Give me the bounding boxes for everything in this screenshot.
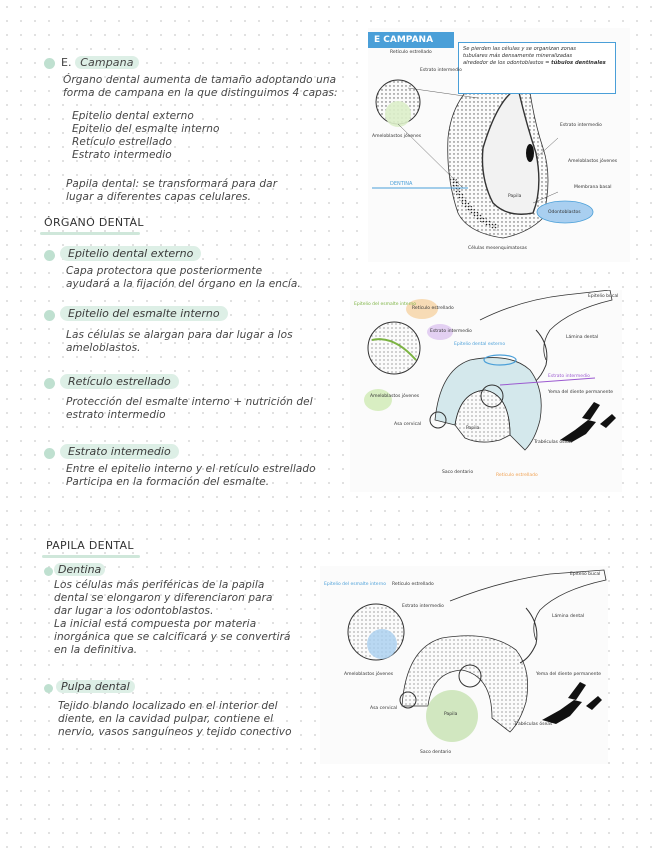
organo-title-underline xyxy=(40,232,140,235)
fig1-label-estrato2: Estrato intermedio xyxy=(560,123,602,128)
fig1-label-ameloblastos: Ameloblastos jóvenes xyxy=(372,134,422,139)
organo-item-bullet-icon xyxy=(44,250,55,261)
fig2-label-yema: Yema del diente permanente xyxy=(548,390,614,395)
organo-item-line: Participa en la formación del esmalte. xyxy=(66,476,270,488)
papila-item-line: en la definitiva. xyxy=(54,644,138,656)
organo-item-line: Capa protectora que posteriormente xyxy=(66,265,263,277)
fig3-label-trabeculas: Trabéculas óseas xyxy=(514,722,553,727)
papila-item-bullet-icon xyxy=(44,567,53,576)
fig3-label-reticulo: Retículo estrellado xyxy=(392,582,434,587)
organo-item-text xyxy=(66,396,313,422)
papila-item-line: Tejido blando localizado en el interior del xyxy=(58,700,278,712)
fig2-label-epitelio-interno: Epitelio del esmalte interno xyxy=(354,302,416,307)
organo-item-text xyxy=(66,329,293,355)
campana-banner xyxy=(368,32,454,48)
fig2-label-asa: Asa cervical xyxy=(394,422,422,427)
papila-item-text xyxy=(54,579,291,657)
fig3-label-epitelio-interno: Epitelio del esmalte interno xyxy=(324,582,386,587)
campana-banner-text: E CAMPANA xyxy=(374,35,434,45)
fig2-label-epitelio-bucal: Epitelio bucal xyxy=(588,294,619,299)
campana-note-line: tubulares más densamente mineralizadas xyxy=(463,53,573,59)
campana-note-box xyxy=(458,42,616,94)
papila-item-bullet-icon xyxy=(44,684,53,693)
campana-layer-item: Estrato intermedio xyxy=(72,149,172,161)
fig3-label-ameloblastos: Ameloblastos jóvenes xyxy=(344,672,394,677)
fig2-label-trabeculas: Trabéculas óseas xyxy=(534,440,573,445)
papila-item-line: Los células más periféricas de la papila xyxy=(54,579,265,591)
organo-item-label: Estrato intermedio xyxy=(60,444,179,459)
fig1-label-papila: Papila xyxy=(508,194,522,199)
organo-item-label: Epitelio dental externo xyxy=(60,246,201,261)
campana-note-line-text: alrededor de los odontoblastos xyxy=(463,60,544,66)
campana-bullet-icon xyxy=(44,58,55,69)
papila-title: PAPILA DENTAL xyxy=(46,539,134,552)
organo-item-line: estrato intermedio xyxy=(66,409,166,421)
campana-note-line: Se pierden las células y se organizan zonas xyxy=(463,46,577,52)
organo-item-text xyxy=(66,463,316,489)
fig3-label-lamina: Lámina dental xyxy=(552,614,585,619)
papila-item-line: inorgánica que se calcificará y se convertirá xyxy=(54,631,291,643)
organo-section xyxy=(0,210,340,500)
organo-title: ÓRGANO DENTAL xyxy=(44,216,144,229)
fig3-label-papila: Papila xyxy=(444,712,458,717)
organo-diagram xyxy=(350,290,622,492)
fig2-label-estrato: Estrato intermedio xyxy=(430,329,472,334)
papila-item-text xyxy=(58,700,292,739)
organo-item-line: ameloblastos. xyxy=(66,342,141,354)
fig3-label-estrato: Estrato intermedio xyxy=(402,604,444,609)
fig2-label-epitelio-externo: Epitelio dental externo xyxy=(454,342,506,347)
organo-item-label: Retículo estrellado xyxy=(60,374,179,389)
fig1-label-dentina: DENTINA xyxy=(390,181,413,187)
campana-note-equals: = xyxy=(545,60,550,66)
campana-heading xyxy=(61,56,139,69)
campana-papila-note xyxy=(66,178,277,204)
fig3-label-yema: Yema del diente permanente xyxy=(536,672,602,677)
papila-diagram xyxy=(320,566,608,764)
campana-heading-prefix: E. xyxy=(61,56,72,69)
papila-item-label: Dentina xyxy=(54,563,105,576)
fig1-label-reticulo: Retículo estrellado xyxy=(390,50,432,55)
campana-intro-line: Órgano dental aumenta de tamaño adoptando una xyxy=(63,74,337,86)
fig3-label-epitelio-bucal: Epitelio bucal xyxy=(570,572,601,577)
fig2-label-ameloblastos: Ameloblastos jóvenes xyxy=(370,394,420,399)
campana-layers-list xyxy=(72,110,220,162)
organo-item-bullet-icon xyxy=(44,310,55,321)
fig2-label-reticulo2: Retículo estrellado xyxy=(496,473,538,478)
papila-diagram-drawing xyxy=(320,566,608,764)
fig2-label-lamina: Lámina dental xyxy=(566,335,599,340)
papila-item-line: dental se elongaron y diferenciaron para xyxy=(54,592,273,604)
campana-papila-line: Papila dental: se transformará para dar xyxy=(66,178,278,190)
campana-layer-item: Epitelio dental externo xyxy=(72,110,194,122)
organo-item-line: Protección del esmalte interno + nutrición del xyxy=(66,396,313,408)
fig2-label-reticulo: Retículo estrellado xyxy=(412,306,454,311)
campana-heading-label: Campana xyxy=(75,56,138,69)
organo-item-bullet-icon xyxy=(44,378,55,389)
fig1-label-membrana: Membrana basal xyxy=(574,185,612,190)
fig1-label-estrato: Estrato intermedio xyxy=(420,68,462,73)
papila-section xyxy=(0,530,340,750)
fig1-label-odontoblastos: Odontoblastos xyxy=(548,210,581,215)
fig3-label-saco: Saco dentario xyxy=(420,750,452,755)
campana-intro xyxy=(63,74,338,100)
papila-title-underline xyxy=(42,555,140,558)
papila-item-label: Pulpa dental xyxy=(56,680,135,693)
campana-section xyxy=(0,0,340,210)
organo-item-line: Las células se alargan para dar lugar a los xyxy=(66,329,293,341)
papila-item-line: nervio, vasos sanguíneos y tejido conectivo xyxy=(58,726,292,738)
fig1-label-ameloblastos2: Ameloblastos jóvenes xyxy=(568,159,618,164)
campana-layer-item: Retículo estrellado xyxy=(72,136,172,148)
fig1-label-celulas: Células mesenquimatosas xyxy=(468,246,527,251)
papila-item-line: dar lugar a los odontoblastos. xyxy=(54,605,214,617)
campana-layer-item: Epitelio del esmalte interno xyxy=(72,123,220,135)
fig2-label-estrato-int: Estrato intermedio xyxy=(548,374,590,379)
campana-note-line xyxy=(463,60,611,67)
campana-papila-line: lugar a diferentes capas celulares. xyxy=(66,191,252,203)
fig2-label-saco: Saco dentario xyxy=(442,470,474,475)
papila-item-line: diente, en la cavidad pulpar, contiene el xyxy=(58,713,274,725)
organo-item-line: ayudará a la fijación del órgano en la encía. xyxy=(66,278,301,290)
campana-intro-line: forma de campana en la que distinguimos 4 capas: xyxy=(63,87,338,99)
fig3-label-asa: Asa cervical xyxy=(370,706,398,711)
organo-item-text xyxy=(66,265,301,291)
campana-diagram xyxy=(368,28,630,262)
organo-item-line: Entre el epitelio interno y el retículo estrellado xyxy=(66,463,316,475)
campana-note-bold: túbulos dentinales xyxy=(551,60,606,66)
fig2-label-papila: Papila xyxy=(466,426,480,431)
organo-item-bullet-icon xyxy=(44,448,55,459)
papila-item-line: La inicial está compuesta por materia xyxy=(54,618,257,630)
organo-item-label: Epitelio del esmalte interno xyxy=(60,306,228,321)
